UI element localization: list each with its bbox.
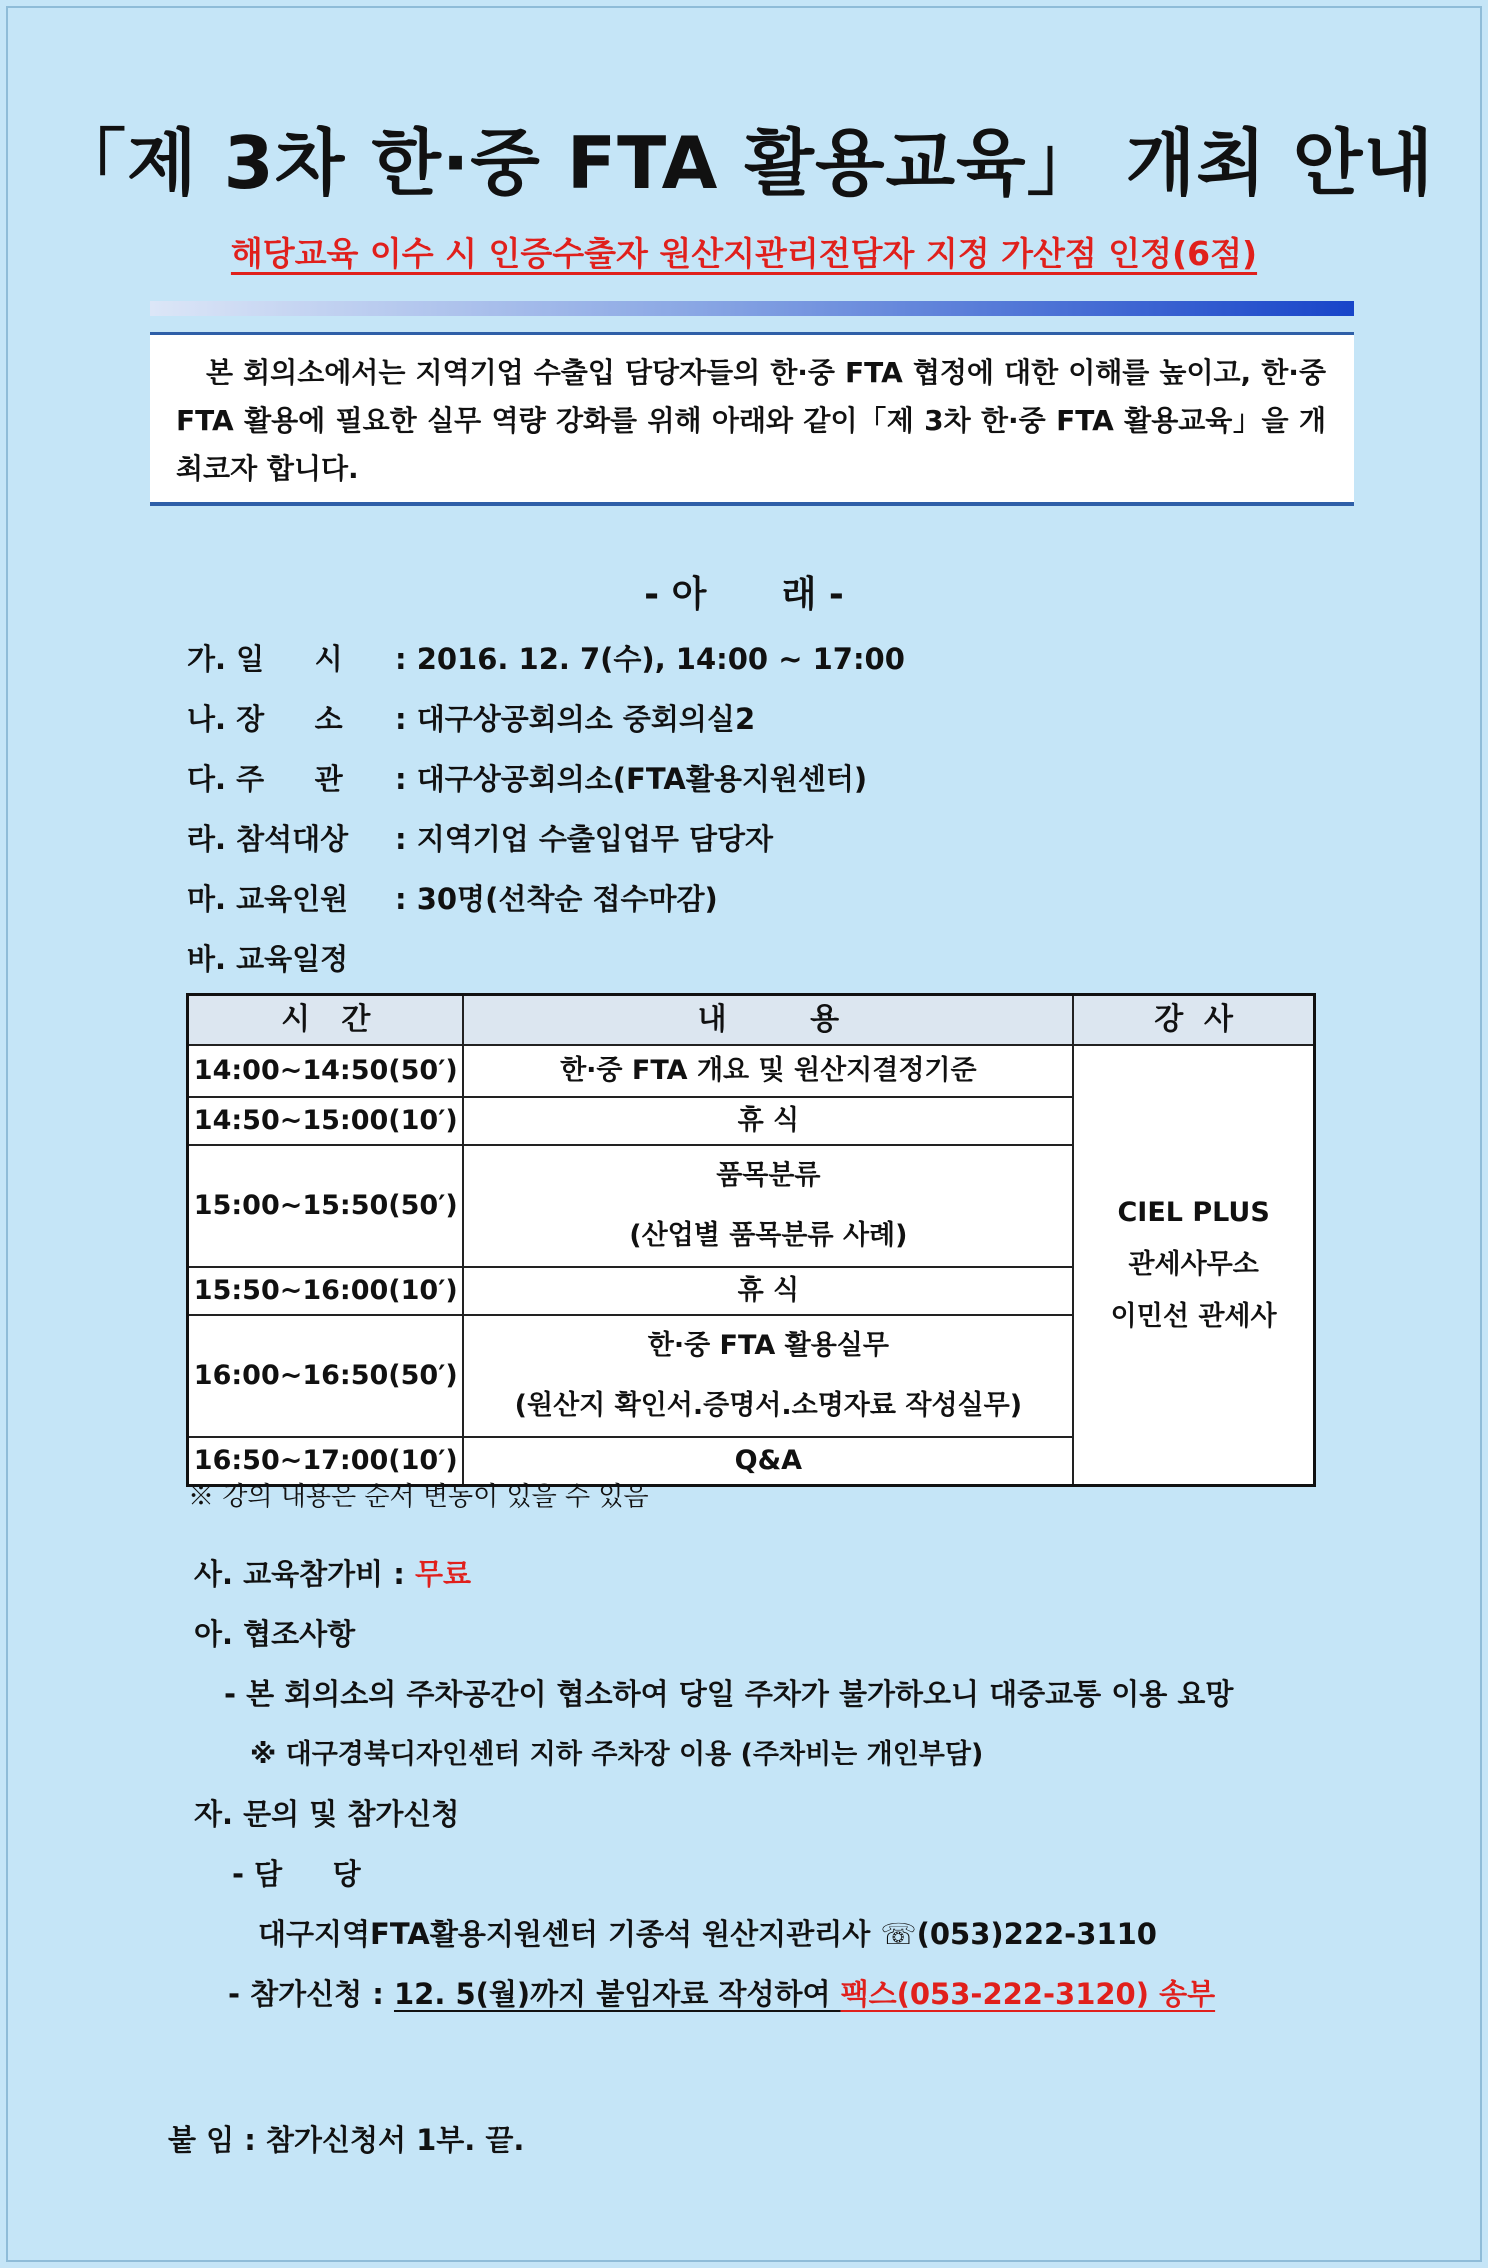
gradient-divider [150,301,1354,316]
header-content: 내 용 [463,995,1073,1046]
apply-deadline: 12. 5(월)까지 붙임자료 작성하여 [393,1977,841,2011]
attachment-line: 붙 임 : 참가신청서 1부. 끝. [168,2123,525,2157]
item-capacity-label: 마. 교육인원 [187,882,349,916]
contact-label: - 담 당 [232,1857,361,1891]
subtitle [0,228,1488,275]
item-schedule-label: 바. 교육일정 [187,942,349,976]
row-content-line: (산업별 품목분류 사례) [629,1220,908,1251]
inquiry-label: 자. 문의 및 참가신청 [194,1797,460,1831]
instructor-line: 이민선 관세사 [1110,1300,1277,1332]
item-host-value: : 대구상공회의소(FTA활용지원센터) [395,762,868,796]
row-content: Q&A [463,1437,1073,1485]
fee-label: 사. 교육참가비 : [194,1557,415,1591]
row-content-line: 한·중 FTA 활용실무 [647,1330,889,1361]
fee-item [194,1552,471,1593]
item-place-value: : 대구상공회의소 중회의실2 [395,702,756,736]
row-content-line: 품목분류 [716,1160,821,1191]
header-time: 시 간 [188,995,464,1046]
cooperation-line2: ※ 대구경북디자인센터 지하 주차장 이용 (주차비는 개인부담) [250,1739,984,1770]
item-target [187,817,773,858]
table-header-row [188,995,1315,1046]
apply-line [228,1972,1215,2013]
row-content: 한·중 FTA 개요 및 원산지결정기준 [463,1045,1073,1097]
item-date-label: 가. 일 시 [187,642,343,676]
row-time: 16:50~17:00(10′) [188,1437,464,1485]
fee-value: 무료 [415,1557,472,1591]
cooperation-label: 아. 협조사항 [194,1617,356,1651]
row-time: 16:00~16:50(50′) [188,1315,464,1437]
schedule-table [186,993,1316,1487]
row-content-line: (원산지 확인서.증명서.소명자료 작성실무) [514,1390,1023,1421]
cooperation-line1: - 본 회의소의 주차공간이 협소하여 당일 주차가 불가하오니 대중교통 이용 요망 [224,1677,1234,1711]
item-schedule [187,937,395,978]
row-time: 14:50~15:00(10′) [188,1097,464,1145]
item-place [187,697,755,738]
section-heading: - 아 래 - [644,574,844,615]
item-target-label: 라. 참석대상 [187,822,349,856]
instructor-line: CIEL PLUS [1117,1196,1270,1228]
row-content [463,1145,1073,1267]
schedule-note: ※ 강의 내용은 순서 변동이 있을 수 있음 [188,1482,649,1512]
instructor-cell [1073,1045,1314,1485]
row-content [463,1315,1073,1437]
item-date-value: : 2016. 12. 7(수), 14:00 ~ 17:00 [395,642,905,676]
row-time: 15:50~16:00(10′) [188,1267,464,1315]
row-time: 15:00~15:50(50′) [188,1145,464,1267]
row-time: 14:00~14:50(50′) [188,1045,464,1097]
apply-fax: 팩스(053-222-3120) 송부 [840,1977,1216,2011]
instructor-line: 관세사무소 [1128,1248,1259,1280]
intro-text: 본 회의소에서는 지역기업 수출입 담당자들의 한·중 FTA 협정에 대한 이해를 높이고, 한·중 FTA 활용에 필요한 실무 역량 강화를 위해 아래와 같이「제 3차 한·중 FTA 활용교육」을 개최코자 합니다. [176,356,1326,485]
page-title: 「제 3차 한·중 FTA 활용교육」 개최 안내 [54,121,1434,205]
item-target-value: : 지역기업 수출입업무 담당자 [395,822,774,856]
intro-box [150,332,1354,506]
contact-info: 대구지역FTA활용지원센터 기종석 원산지관리사 ☏(053)222-3110 [258,1917,1157,1951]
header-instructor: 강 사 [1073,995,1314,1046]
apply-prefix: - 참가신청 : [228,1977,394,2011]
table-row [188,1045,1315,1097]
subtitle-text: 해당교육 이수 시 인증수출자 원산지관리전담자 지정 가산점 인정(6점) [230,234,1258,273]
item-host [187,757,867,798]
item-capacity [187,877,718,918]
row-content: 휴 식 [463,1097,1073,1145]
item-date [187,637,905,678]
item-host-label: 다. 주 관 [187,762,343,796]
item-place-label: 나. 장 소 [187,702,343,736]
item-capacity-value: : 30명(선착순 접수마감) [395,882,718,916]
row-content: 휴 식 [463,1267,1073,1315]
